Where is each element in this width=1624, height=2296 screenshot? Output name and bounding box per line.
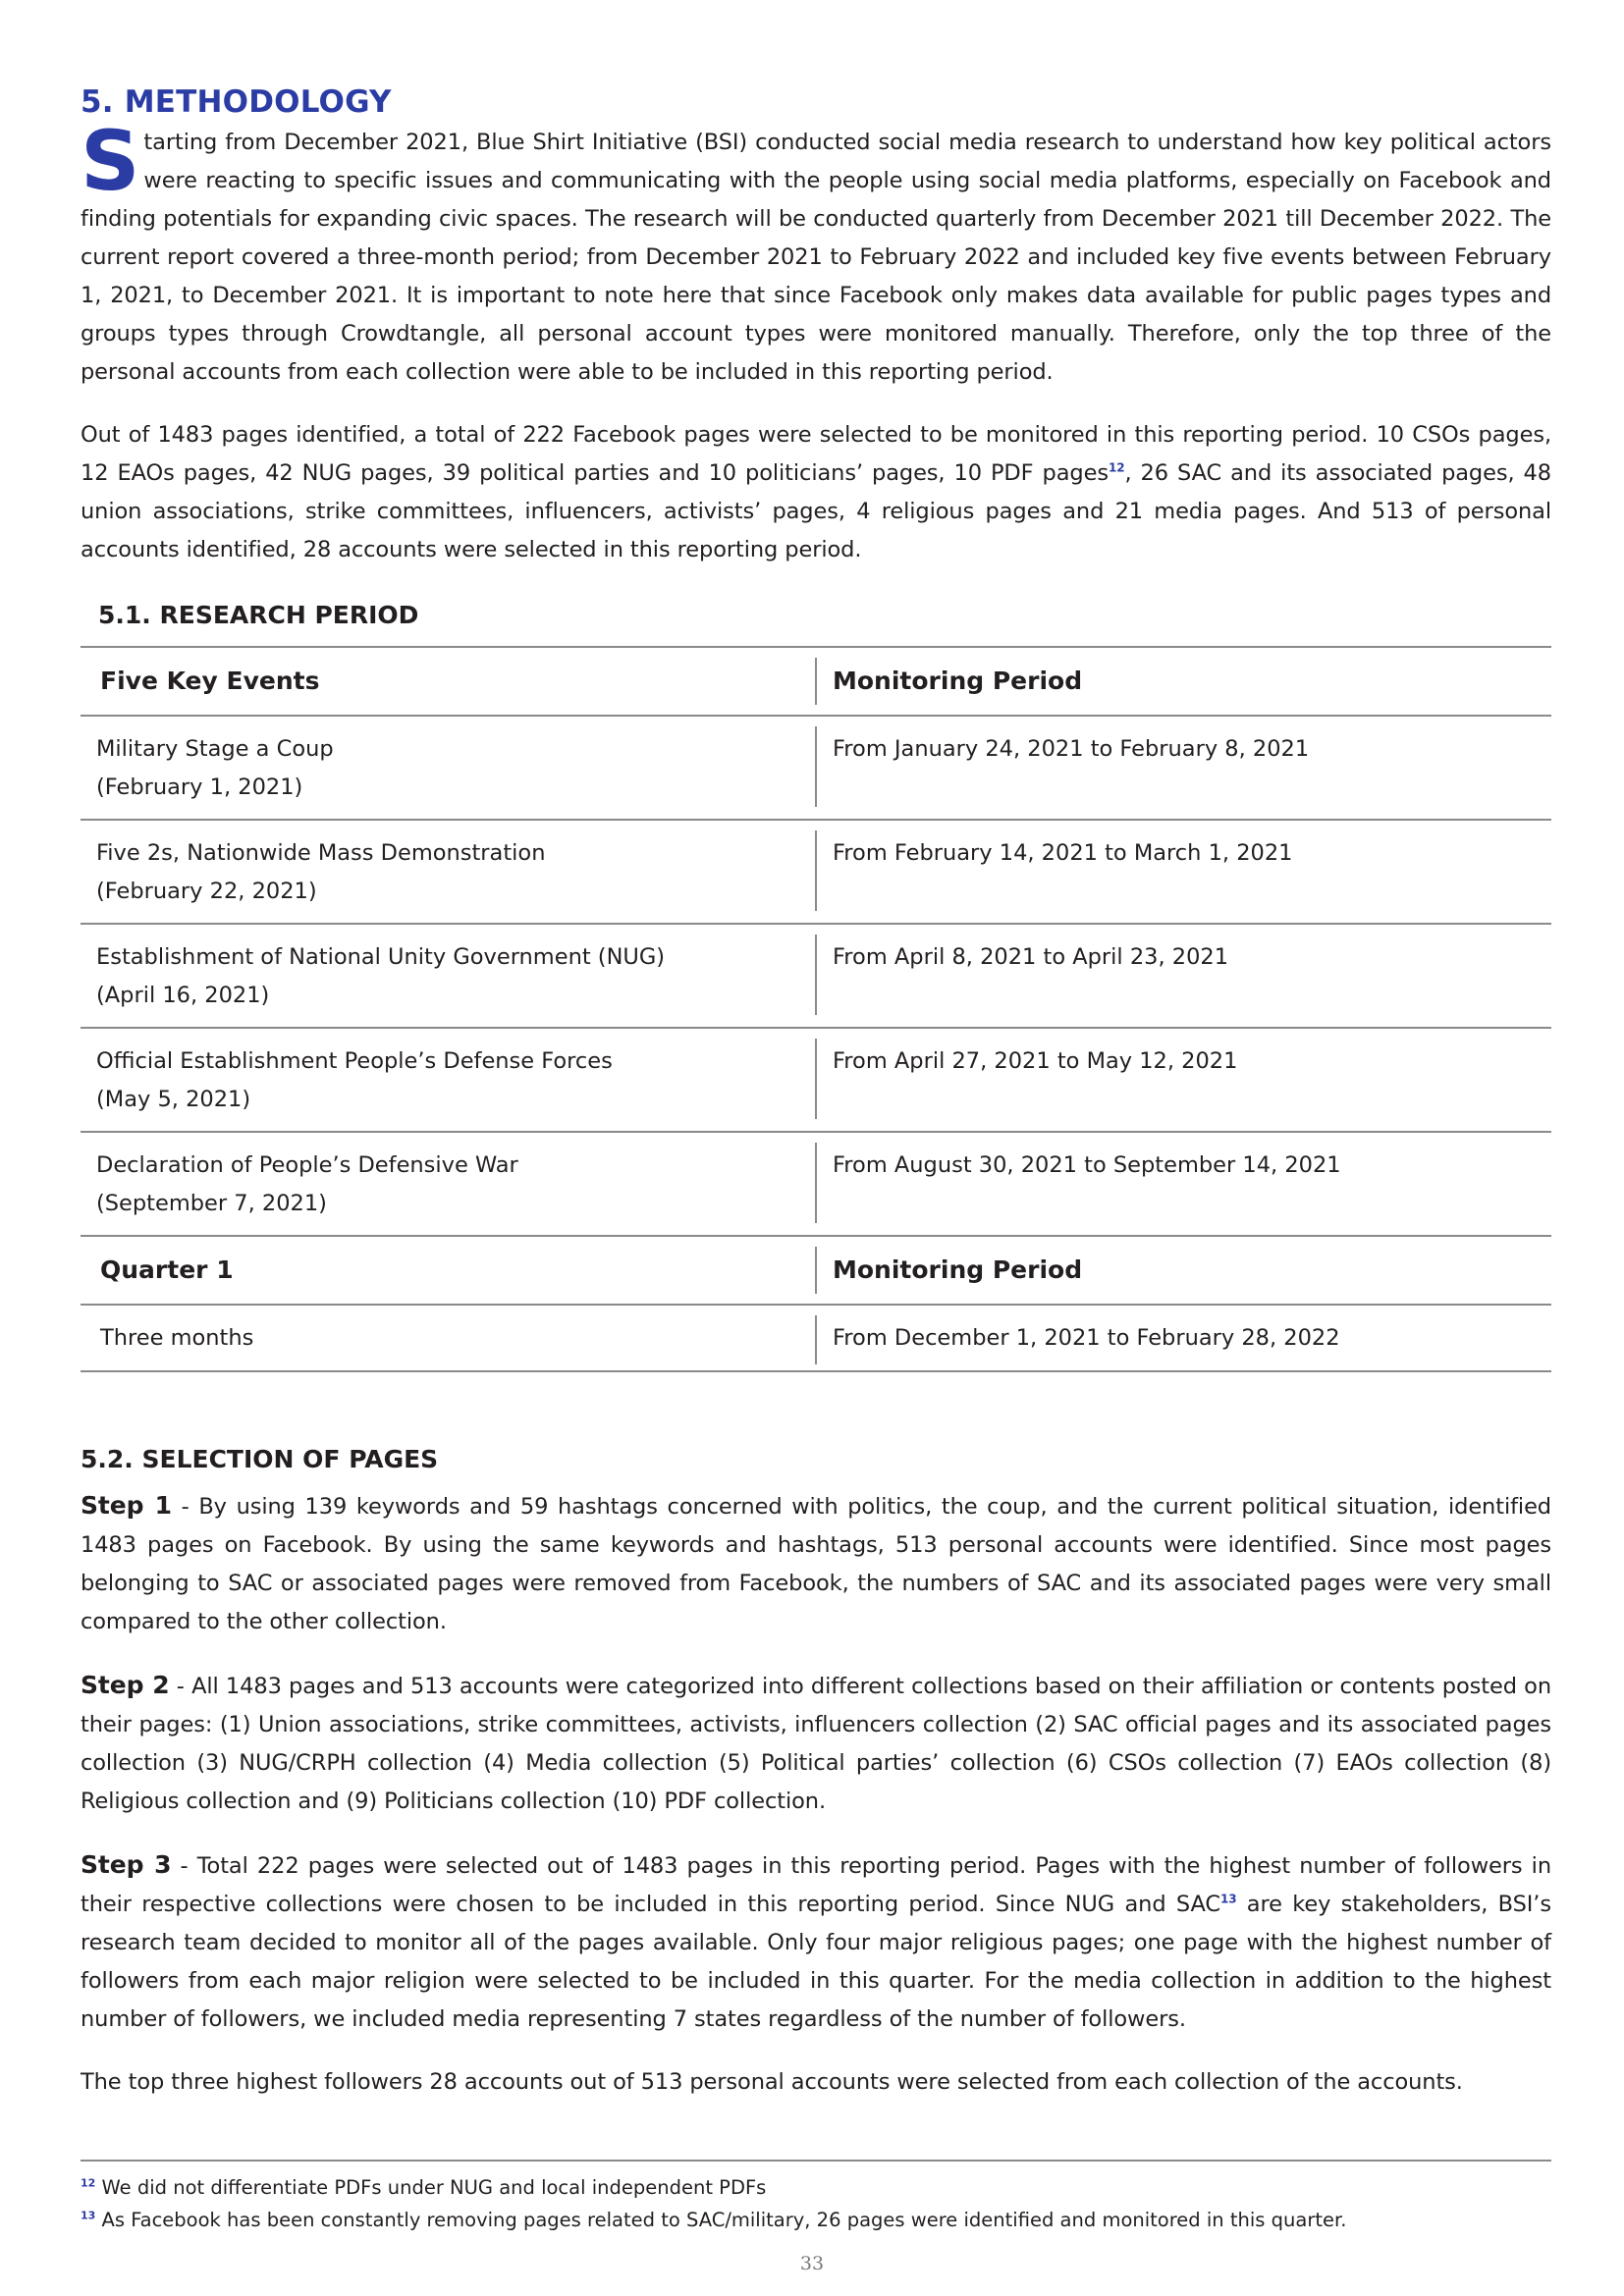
quarter-header-row bbox=[81, 1236, 1551, 1305]
selection-title: 5.2. SELECTION OF PAGES bbox=[81, 1445, 439, 1473]
table-row bbox=[81, 1028, 1551, 1132]
event-name: Official Establishment People’s Defense Forces bbox=[96, 1048, 613, 1074]
header-quarter: Quarter 1 bbox=[100, 1255, 234, 1284]
step-1-paragraph bbox=[81, 1486, 1551, 1641]
table-row bbox=[81, 820, 1551, 924]
event-period: From August 30, 2021 to September 14, 2021 bbox=[815, 1143, 1551, 1223]
table-row bbox=[81, 716, 1551, 820]
event-name: Five 2s, Nationwide Mass Demonstration bbox=[96, 840, 546, 866]
footnote-number: 13 bbox=[81, 2209, 96, 2222]
event-period: From April 27, 2021 to May 12, 2021 bbox=[815, 1039, 1551, 1119]
event-date: (February 22, 2021) bbox=[96, 879, 317, 904]
step-3-text-b: are key stakeholders, BSI’s research team decided to monitor all of the pages available. Only four major religious pages; one page with the highest number of followers from each major religion were selected to be included in this quarter. For the media collection in addition to the highest number of followers, we included media representing 7 states regardless of the number of followers. bbox=[81, 1892, 1551, 2032]
event-name: Establishment of National Unity Government (NUG) bbox=[96, 944, 666, 970]
research-period-table bbox=[81, 646, 1551, 1372]
table-row bbox=[81, 1305, 1551, 1371]
pages-summary-text-b: , 26 SAC and its associated pages, 48 union associations, strike committees, influencers, activists’ pages, 4 religious pages and 21 media pages. And 513 of personal accounts identified, 28 accounts were selected in this reporting period. bbox=[81, 460, 1551, 562]
header-monitoring-period: Monitoring Period bbox=[815, 658, 1551, 705]
step-3-label: Step 3 bbox=[81, 1850, 172, 1879]
step-2-paragraph bbox=[81, 1666, 1551, 1821]
footnote-ref-12[interactable]: 12 bbox=[1108, 460, 1125, 475]
event-date: (April 16, 2021) bbox=[96, 983, 270, 1008]
table-row bbox=[81, 1132, 1551, 1236]
intro-text: tarting from December 2021, Blue Shirt Initiative (BSI) conducted social media research to understand how key political actors were reacting to specific issues and communicating with the people using social media platforms, especially on Facebook and finding potentials for expanding civic spaces. The research will be conducted quarterly from December 2021 till December 2022. The current report covered a three-month period; from December 2021 to February 2022 and included key five events between February 1, 2021, to December 2021. It is important to note here that since Facebook only makes data available for public pages types and groups types through Crowdtangle, all personal account types were monitored manually. Therefore, only the top three of the personal accounts from each collection were able to be included in this reporting period. bbox=[81, 130, 1551, 385]
pages-summary-paragraph bbox=[81, 416, 1551, 569]
footnote-text: As Facebook has been constantly removing pages related to SAC/military, 26 pages were identified and monitored in this quarter. bbox=[95, 2209, 1347, 2231]
footnote-13 bbox=[81, 2204, 1573, 2236]
drop-cap: S bbox=[81, 113, 140, 209]
step-2-text: - All 1483 pages and 513 accounts were categorized into different collections based on their affiliation or contents posted on their pages: (1) Union associations, strike committees, activists, influencers collection (2) SAC official pages and its associated pages collection (3) NUG/CRPH collection (4) Media collection (5) Political parties’ collection (6) CSOs collection (7) EAOs collection (8) Religious collection and (9) Politicians collection (10) PDF collection. bbox=[81, 1674, 1552, 1814]
footnote-12 bbox=[81, 2171, 1573, 2204]
intro-paragraph bbox=[81, 113, 1551, 392]
step-3-text-a: - Total 222 pages were selected out of 1483 pages in this reporting period. Pages with the highest number of followers in their respective collections were chosen to be included in this reporting period. Since NUG and SAC bbox=[81, 1853, 1551, 1917]
page-number: 33 bbox=[799, 2253, 825, 2274]
header-quarter-period: Monitoring Period bbox=[815, 1247, 1551, 1294]
event-date: (February 1, 2021) bbox=[96, 774, 303, 800]
footnotes bbox=[81, 2171, 1573, 2236]
footnote-text: We did not differentiate PDFs under NUG and local independent PDFs bbox=[95, 2176, 767, 2199]
event-period: From April 8, 2021 to April 23, 2021 bbox=[815, 934, 1551, 1015]
event-period: From February 14, 2021 to March 1, 2021 bbox=[815, 830, 1551, 911]
quarter-duration: Three months bbox=[100, 1325, 254, 1351]
header-key-events: Five Key Events bbox=[100, 667, 320, 695]
event-date: (May 5, 2021) bbox=[96, 1087, 251, 1112]
footnote-number: 12 bbox=[81, 2176, 96, 2190]
footnote-ref-13[interactable]: 13 bbox=[1219, 1892, 1237, 1906]
step-1-label: Step 1 bbox=[81, 1491, 172, 1520]
section-title: 5. METHODOLOGY bbox=[81, 84, 392, 120]
event-date: (September 7, 2021) bbox=[96, 1191, 327, 1216]
page-content bbox=[81, 82, 1551, 2102]
step-2-label: Step 2 bbox=[81, 1671, 170, 1699]
event-period: From January 24, 2021 to February 8, 2021 bbox=[815, 726, 1551, 807]
closing-paragraph: The top three highest followers 28 accounts out of 513 personal accounts were selected from each collection of the accounts. bbox=[81, 2069, 1463, 2095]
step-3-paragraph bbox=[81, 1845, 1551, 2039]
table-row bbox=[81, 924, 1551, 1028]
table-header-row bbox=[81, 647, 1551, 716]
research-period-title: 5.1. RESEARCH PERIOD bbox=[98, 601, 419, 629]
pages-summary-text-a: Out of 1483 pages identified, a total of 222 Facebook pages were selected to be monitored in this reporting period. 10 CSOs pages, 12 EAOs pages, 42 NUG pages, 39 political parties and 10 politicians’ pages, 10 PDF pages bbox=[81, 422, 1551, 486]
event-name: Military Stage a Coup bbox=[96, 736, 334, 762]
event-name: Declaration of People’s Defensive War bbox=[96, 1152, 518, 1178]
quarter-period: From December 1, 2021 to February 28, 2022 bbox=[815, 1315, 1551, 1364]
step-1-text: - By using 139 keywords and 59 hashtags concerned with politics, the coup, and the current political situation, identified 1483 pages on Facebook. By using the same keywords and hashtags, 513 personal accounts were identified. Since most pages belonging to SAC or associated pages were removed from Facebook, the numbers of SAC and its associated pages were very small compared to the other collection. bbox=[81, 1494, 1551, 1634]
footnote-divider bbox=[81, 2160, 1551, 2162]
